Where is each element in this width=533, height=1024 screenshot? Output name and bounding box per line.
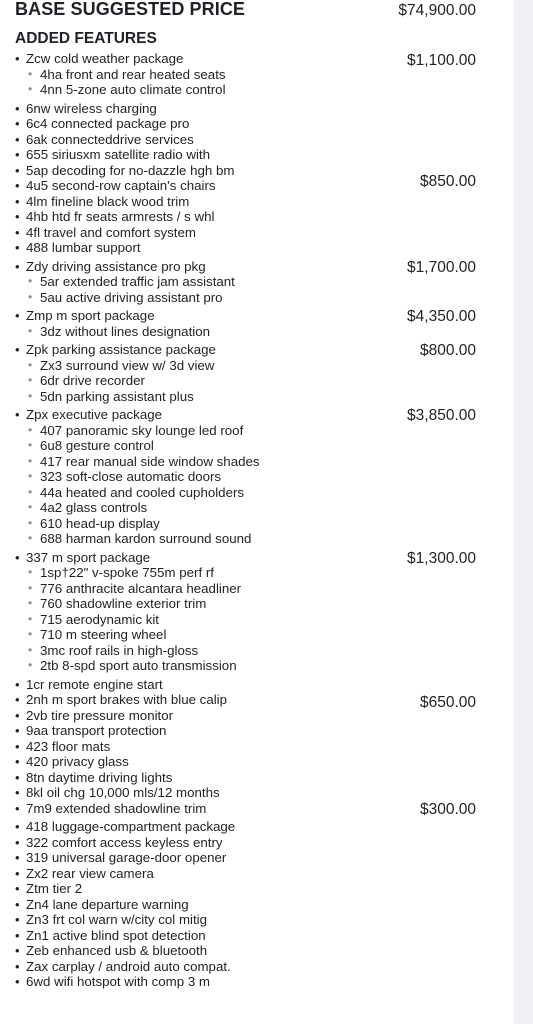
feature-label: 6wd wifi hotspot with comp 3 m xyxy=(26,974,211,989)
feature-label: 610 head-up display xyxy=(40,515,160,531)
feature-label: 417 rear manual side window shades xyxy=(40,453,260,469)
feature-label: 6ak connecteddrive services xyxy=(26,131,194,147)
bullet-icon: • xyxy=(28,373,33,387)
feature-item xyxy=(0,835,514,851)
bullet-icon: • xyxy=(15,193,20,209)
base-price-value: $74,900.00 xyxy=(398,2,476,19)
bullet-icon: • xyxy=(28,357,33,372)
bullet-icon: • xyxy=(15,834,20,850)
feature-label: 1cr remote engine start xyxy=(26,676,163,692)
feature-group xyxy=(0,677,514,817)
feature-label: 3mc roof rails in high-gloss xyxy=(40,642,199,658)
feature-label: Zx2 rear view camera xyxy=(26,865,154,881)
bullet-icon: • xyxy=(15,100,20,116)
bullet-icon: • xyxy=(28,484,33,499)
feature-label: 2vb tire pressure monitor xyxy=(26,707,174,723)
feature-item xyxy=(0,209,514,225)
feature-subitem xyxy=(0,389,514,405)
feature-label: Zn4 lane departure warning xyxy=(26,896,189,912)
bullet-icon: • xyxy=(15,785,20,800)
bullet-icon: • xyxy=(15,676,20,692)
feature-label: 8tn daytime driving lights xyxy=(26,769,173,785)
feature-label: Zx3 surround view w/ 3d view xyxy=(40,357,215,373)
feature-item xyxy=(0,677,514,693)
bullet-icon: • xyxy=(28,66,33,81)
feature-label: Zn3 frt col warn w/city col mitig xyxy=(26,912,208,927)
feature-label: Ztm tier 2 xyxy=(26,881,83,896)
group-price: $1,300.00 xyxy=(407,549,476,567)
bullet-icon: • xyxy=(28,422,33,437)
feature-group xyxy=(0,259,514,306)
bullet-icon: • xyxy=(15,342,20,357)
bullet-icon: • xyxy=(15,131,20,147)
feature-subitem xyxy=(0,596,514,612)
feature-item xyxy=(0,850,514,866)
bullet-icon: • xyxy=(15,707,20,723)
feature-item xyxy=(0,194,514,210)
feature-label: 760 shadowline exterior trim xyxy=(40,596,207,611)
feature-subitem xyxy=(0,438,514,454)
feature-label: 423 floor mats xyxy=(26,738,111,754)
feature-label: Zmp m sport package xyxy=(26,308,155,323)
feature-item xyxy=(0,723,514,739)
feature-item xyxy=(0,943,514,959)
feature-label: 688 harman kardon surround sound xyxy=(40,531,252,546)
bullet-icon: • xyxy=(28,289,33,304)
bullet-icon: • xyxy=(15,240,20,255)
bullet-icon: • xyxy=(28,596,33,610)
bullet-icon: • xyxy=(15,912,20,927)
bullet-icon: • xyxy=(15,147,20,162)
feature-label: 9aa transport protection xyxy=(26,723,167,738)
feature-label: 715 aerodynamic kit xyxy=(40,611,159,627)
feature-item xyxy=(0,132,514,148)
feature-list xyxy=(0,51,514,993)
bullet-icon: • xyxy=(28,274,33,288)
feature-item xyxy=(0,819,514,835)
feature-item xyxy=(0,116,514,132)
feature-subitem xyxy=(0,581,514,597)
scroll-rail[interactable] xyxy=(514,0,533,1024)
bullet-icon: • xyxy=(28,453,33,468)
feature-item xyxy=(0,881,514,897)
feature-item xyxy=(0,959,514,975)
feature-label: 655 siriusxm satellite radio with xyxy=(26,147,211,162)
bullet-icon: • xyxy=(15,974,20,989)
bullet-icon: • xyxy=(28,658,33,672)
bullet-icon: • xyxy=(15,896,20,912)
feature-label: Zdy driving assistance pro pkg xyxy=(26,258,206,274)
feature-item xyxy=(0,974,514,990)
feature-label: 44a heated and cooled cupholders xyxy=(40,484,245,500)
feature-item xyxy=(0,225,514,241)
feature-label: 6u8 gesture control xyxy=(40,438,154,453)
feature-label: 4a2 glass controls xyxy=(40,500,148,515)
group-price: $3,850.00 xyxy=(407,407,476,424)
group-price: $1,700.00 xyxy=(407,258,476,276)
feature-label: 7m9 extended shadowline trim xyxy=(26,800,207,816)
bullet-icon: • xyxy=(28,323,33,338)
feature-label: 323 soft-close automatic doors xyxy=(40,469,222,484)
feature-group xyxy=(0,51,514,98)
feature-label: 418 luggage-compartment package xyxy=(26,819,236,834)
bullet-icon: • xyxy=(15,549,20,565)
bullet-icon: • xyxy=(15,769,20,785)
feature-subitem xyxy=(0,485,514,501)
feature-label: 3dz without lines designation xyxy=(40,323,211,339)
feature-subitem xyxy=(0,454,514,470)
feature-group xyxy=(0,308,514,339)
feature-label: Zcw cold weather package xyxy=(26,51,184,66)
bullet-icon: • xyxy=(28,438,33,452)
group-price: $800.00 xyxy=(419,342,476,359)
bullet-icon: • xyxy=(15,116,20,131)
group-price: $4,350.00 xyxy=(407,308,476,325)
feature-label: 488 lumbar support xyxy=(26,240,141,255)
feature-label: Zpk parking assistance package xyxy=(26,342,216,357)
feature-label: Zeb enhanced usb & bluetooth xyxy=(26,943,208,958)
feature-group xyxy=(0,550,514,674)
bullet-icon: • xyxy=(28,611,33,626)
bullet-icon: • xyxy=(15,162,20,178)
bullet-icon: • xyxy=(15,881,20,896)
feature-subitem xyxy=(0,627,514,643)
feature-label: 5ap decoding for no-dazzle hgh bm xyxy=(26,162,235,178)
bullet-icon: • xyxy=(15,224,20,240)
feature-item xyxy=(0,739,514,755)
feature-label: 2nh m sport brakes with blue calip xyxy=(26,692,228,707)
feature-label: 776 anthracite alcantara headliner xyxy=(40,580,242,596)
group-price: $650.00 xyxy=(419,693,476,711)
bullet-icon: • xyxy=(15,738,20,754)
bullet-icon: • xyxy=(28,627,33,641)
feature-label: 4u5 second-row captain's chairs xyxy=(26,178,216,193)
group-price: $850.00 xyxy=(419,172,476,190)
bullet-icon: • xyxy=(15,178,20,193)
bullet-icon: • xyxy=(28,642,33,657)
bullet-icon: • xyxy=(15,958,20,974)
feature-label: 6c4 connected package pro xyxy=(26,116,190,131)
bullet-icon: • xyxy=(15,723,20,738)
feature-group xyxy=(0,407,514,547)
group-price: $1,100.00 xyxy=(407,52,476,69)
feature-item xyxy=(0,101,514,117)
feature-subitem xyxy=(0,500,514,516)
bullet-icon: • xyxy=(15,51,20,66)
feature-label: 5au active driving assistant pro xyxy=(40,289,223,305)
bullet-icon: • xyxy=(28,82,33,96)
bullet-icon: • xyxy=(15,865,20,881)
feature-group xyxy=(0,101,514,256)
feature-label: 4nn 5-zone auto climate control xyxy=(40,82,226,97)
bullet-icon: • xyxy=(15,754,20,769)
feature-label: 4ha front and rear heated seats xyxy=(40,66,226,82)
feature-label: Zn1 active blind spot detection xyxy=(26,927,206,943)
bullet-icon: • xyxy=(15,800,20,816)
feature-subitem xyxy=(0,82,514,98)
feature-item xyxy=(0,897,514,913)
feature-item xyxy=(0,240,514,256)
feature-subitem xyxy=(0,658,514,674)
feature-label: 420 privacy glass xyxy=(26,754,129,769)
feature-item xyxy=(0,770,514,786)
bullet-icon: • xyxy=(28,531,33,545)
feature-subitem xyxy=(0,531,514,547)
bullet-icon: • xyxy=(15,209,20,224)
bullet-icon: • xyxy=(28,388,33,403)
bullet-icon: • xyxy=(15,943,20,958)
feature-item xyxy=(0,928,514,944)
feature-label: 4fl travel and comfort system xyxy=(26,224,196,240)
feature-group xyxy=(0,342,514,404)
feature-label: Zax carplay / android auto compat. xyxy=(26,958,231,974)
bullet-icon: • xyxy=(28,500,33,514)
feature-label: 2tb 8-spd sport auto transmission xyxy=(40,658,237,673)
bullet-icon: • xyxy=(15,850,20,865)
feature-label: 710 m steering wheel xyxy=(40,627,167,642)
feature-label: 4lm fineline black wood trim xyxy=(26,193,190,209)
feature-subitem xyxy=(0,516,514,532)
feature-subitem xyxy=(0,643,514,659)
group-price: $300.00 xyxy=(419,801,476,818)
feature-item xyxy=(0,785,514,801)
bullet-icon: • xyxy=(15,308,20,323)
feature-item xyxy=(0,147,514,163)
bullet-icon: • xyxy=(28,515,33,530)
feature-item xyxy=(0,866,514,882)
feature-label: 322 comfort access keyless entry xyxy=(26,834,223,850)
feature-subitem xyxy=(0,612,514,628)
bullet-icon: • xyxy=(15,819,20,834)
feature-label: 4hb htd fr seats armrests / s whl xyxy=(26,209,215,224)
bullet-icon: • xyxy=(15,407,20,422)
bullet-icon: • xyxy=(15,258,20,274)
bullet-icon: • xyxy=(15,927,20,943)
base-price-row xyxy=(15,0,476,20)
base-price-title: BASE SUGGESTED PRICE xyxy=(15,0,246,19)
feature-label: 319 universal garage-door opener xyxy=(26,850,227,865)
feature-label: 8kl oil chg 10,000 mls/12 months xyxy=(26,785,220,800)
feature-label: 5ar extended traffic jam assistant xyxy=(40,274,235,289)
feature-subitem xyxy=(0,469,514,485)
feature-label: 1sp†22" v-spoke 755m perf rf xyxy=(40,565,214,580)
bullet-icon: • xyxy=(28,580,33,595)
feature-subitem xyxy=(0,373,514,389)
bullet-icon: • xyxy=(28,565,33,579)
feature-label: 5dn parking assistant plus xyxy=(40,388,194,404)
bullet-icon: • xyxy=(15,692,20,707)
feature-label: Zpx executive package xyxy=(26,407,163,422)
feature-label: 407 panoramic sky lounge led roof xyxy=(40,422,244,438)
feature-item xyxy=(0,912,514,928)
feature-label: 6nw wireless charging xyxy=(26,100,157,116)
feature-label: 6dr drive recorder xyxy=(40,373,145,388)
feature-item xyxy=(0,754,514,770)
bullet-icon: • xyxy=(28,469,33,483)
feature-label: 337 m sport package xyxy=(26,549,151,565)
feature-subitem xyxy=(0,290,514,306)
added-features-heading: ADDED FEATURES xyxy=(15,30,157,47)
